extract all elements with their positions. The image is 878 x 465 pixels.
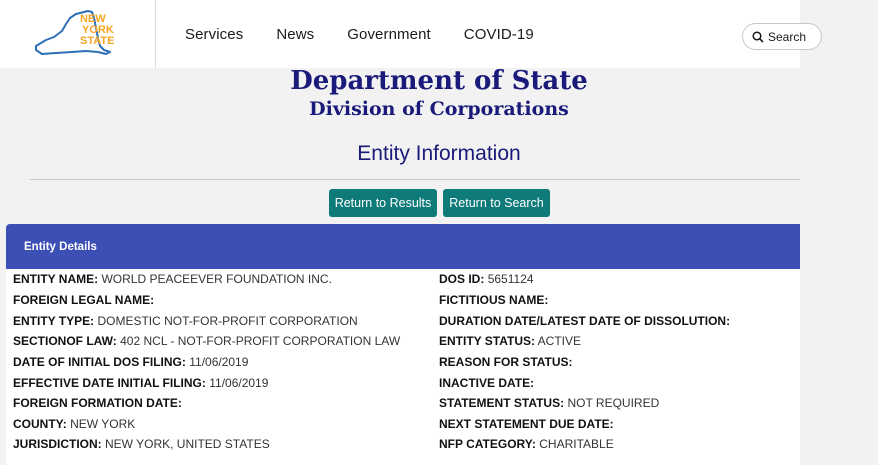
field-value: NEW YORK, UNITED STATES	[105, 437, 270, 451]
field-jurisdiction	[13, 437, 270, 451]
nav-news[interactable]: News	[276, 26, 315, 43]
logo-line-2: YORK	[82, 24, 114, 36]
field-effective-date	[13, 376, 268, 390]
field-value: NEW YORK	[70, 417, 136, 431]
field-inactive-date	[439, 376, 534, 390]
field-label: EFFECTIVE DATE INITIAL FILING:	[13, 376, 206, 390]
field-value: DOMESTIC NOT-FOR-PROFIT CORPORATION	[97, 314, 358, 328]
division-title: Division of Corporations	[309, 98, 569, 120]
field-reason-for-status	[439, 355, 573, 369]
nav-government[interactable]: Government	[347, 26, 431, 43]
top-navigation-bar	[0, 0, 807, 68]
entity-details-title: Entity Details	[24, 240, 97, 253]
search-button[interactable]	[742, 23, 822, 50]
divider	[30, 179, 800, 180]
field-foreign-formation-date	[13, 396, 182, 410]
field-label: ENTITY TYPE:	[13, 314, 95, 328]
field-initial-dos-filing	[13, 355, 248, 369]
field-label: ENTITY NAME:	[13, 272, 99, 286]
return-to-results-button[interactable]: Return to Results	[329, 189, 437, 217]
field-value: 402 NCL - NOT-FOR-PROFIT CORPORATION LAW	[120, 334, 401, 348]
field-label: FICTITIOUS NAME:	[439, 293, 549, 307]
field-entity-status	[439, 334, 581, 348]
field-dos-id	[439, 272, 534, 286]
field-label: DATE OF INITIAL DOS FILING:	[13, 355, 186, 369]
field-section-of-law	[13, 334, 400, 348]
field-value: 11/06/2019	[189, 355, 249, 369]
field-label: NEXT STATEMENT DUE DATE:	[439, 417, 614, 431]
new-york-state-logo	[32, 6, 118, 58]
search-label: Search	[768, 29, 807, 44]
field-dissolution-date	[439, 314, 730, 328]
logo-link[interactable]	[0, 0, 156, 68]
field-value: ACTIVE	[537, 334, 582, 348]
field-value: 11/06/2019	[209, 376, 269, 390]
field-fictitious-name	[439, 293, 548, 307]
field-statement-status	[439, 396, 659, 410]
field-value: NOT REQUIRED	[567, 396, 660, 410]
entity-details-header	[6, 224, 800, 269]
field-entity-name	[13, 272, 332, 286]
section-title: Entity Information	[357, 142, 521, 165]
field-county	[13, 417, 135, 431]
field-label: DURATION DATE/LATEST DATE OF DISSOLUTION:	[439, 314, 731, 328]
field-value: 5651124	[487, 272, 534, 286]
field-label: SECTIONOF LAW:	[13, 334, 117, 348]
field-nfp-category	[439, 437, 614, 451]
field-label: FOREIGN FORMATION DATE:	[13, 396, 182, 410]
field-label: DOS ID:	[439, 272, 485, 286]
field-next-statement-due	[439, 417, 614, 431]
field-label: ENTITY STATUS:	[439, 334, 535, 348]
nav-services[interactable]: Services	[185, 26, 244, 43]
field-entity-type	[13, 314, 358, 328]
department-title: Department of State	[290, 66, 588, 96]
field-label: JURISDICTION:	[13, 437, 102, 451]
field-label: FOREIGN LEGAL NAME:	[13, 293, 155, 307]
nav-covid-19[interactable]: COVID-19	[463, 26, 534, 43]
field-value: CHARITABLE	[539, 437, 614, 451]
field-label: NFP CATEGORY:	[439, 437, 536, 451]
field-label: COUNTY:	[13, 417, 67, 431]
field-label: REASON FOR STATUS:	[439, 355, 573, 369]
field-label: STATEMENT STATUS:	[439, 396, 565, 410]
return-to-search-button[interactable]: Return to Search	[443, 189, 550, 217]
search-icon	[752, 31, 764, 43]
main-nav	[185, 26, 567, 43]
field-foreign-legal-name	[13, 293, 154, 307]
field-label: INACTIVE DATE:	[439, 376, 535, 390]
logo-line-3: STATE	[80, 35, 115, 47]
entity-details-panel	[6, 269, 800, 465]
logo-line-1: NEW	[80, 13, 106, 25]
field-value: WORLD PEACEEVER FOUNDATION INC.	[101, 272, 332, 286]
